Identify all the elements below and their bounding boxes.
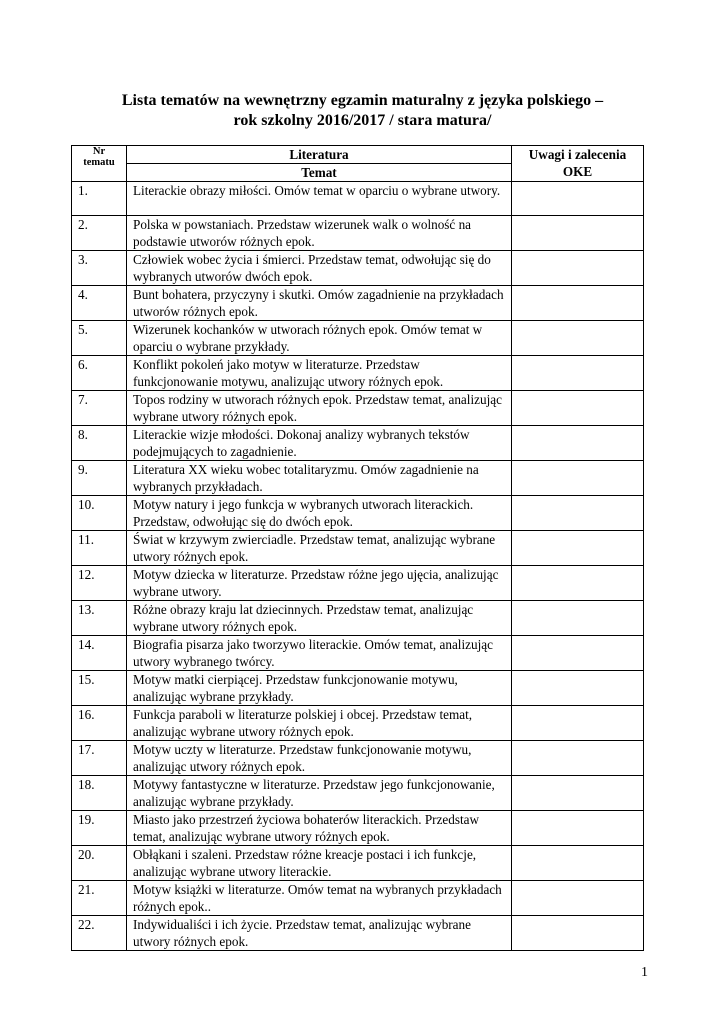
notes-cell [512,706,644,741]
notes-cell [512,566,644,601]
topic-number: 7. [72,391,127,426]
notes-cell [512,251,644,286]
notes-cell [512,601,644,636]
topic-text: Motyw natury i jego funkcja w wybranych utworach literackich. Przedstaw, odwołując się do dwóch epok. [127,496,512,531]
topic-text: Funkcja paraboli w literaturze polskiej i obcej. Przedstaw temat, analizując wybrane utwory różnych epok. [127,706,512,741]
table-row [72,216,644,251]
topic-text: Motyw książki w literaturze. Omów temat na wybranych przykładach różnych epok.. [127,881,512,916]
document-title-line-1: Lista tematów na wewnętrzny egzamin maturalny z języka polskiego – [121,92,604,109]
table-row [72,426,644,461]
topic-number: 9. [72,461,127,496]
topic-text: Motywy fantastyczne w literaturze. Przedstaw jego funkcjonowanie, analizując wybrane przykłady. [127,776,512,811]
topic-number: 21. [72,881,127,916]
topic-text: Różne obrazy kraju lat dziecinnych. Przedstaw temat, analizując wybrane utwory różnych epok. [127,601,512,636]
table-row [72,916,644,951]
topic-number: 8. [72,426,127,461]
topic-number: 19. [72,811,127,846]
notes-cell [512,531,644,566]
topic-text: Konflikt pokoleń jako motyw w literaturze. Przedstaw funkcjonowanie motywu, analizując utwory różnych epok. [127,356,512,391]
topic-text: Literackie wizje młodości. Dokonaj analizy wybranych tekstów podejmujących to zagadnienie. [127,426,512,461]
topic-text: Miasto jako przestrzeń życiowa bohaterów literackich. Przedstaw temat, analizując wybrane utwory różnych epok. [127,811,512,846]
notes-cell [512,286,644,321]
notes-cell [512,426,644,461]
topic-number: 4. [72,286,127,321]
notes-cell [512,811,644,846]
table-row [72,286,644,321]
topic-text: Wizerunek kochanków w utworach różnych epok. Omów temat w oparciu o wybrane przykłady. [127,321,512,356]
topic-number: 15. [72,671,127,706]
topic-number: 16. [72,706,127,741]
notes-cell [512,182,644,216]
topic-text: Polska w powstaniach. Przedstaw wizerunek walk o wolność na podstawie utworów różnych epok. [127,216,512,251]
document-title-line-2: rok szkolny 2016/2017 / stara matura/ [233,112,492,129]
topic-number: 12. [72,566,127,601]
topic-number: 3. [72,251,127,286]
topic-text: Człowiek wobec życia i śmierci. Przedstaw temat, odwołując się do wybranych utworów dwóch epok. [127,251,512,286]
table-row [72,461,644,496]
notes-cell [512,356,644,391]
table-row [72,601,644,636]
topic-number: 20. [72,846,127,881]
table-header-row [72,146,644,164]
table-row [72,706,644,741]
topic-number: 13. [72,601,127,636]
topic-number: 14. [72,636,127,671]
page-number: 1 [641,965,648,980]
table-row [72,356,644,391]
notes-cell [512,391,644,426]
table-row [72,391,644,426]
notes-cell [512,671,644,706]
column-header-nr: Nr tematu [72,146,127,182]
table-row [72,741,644,776]
table-row [72,321,644,356]
table-body [72,182,644,951]
topic-number: 10. [72,496,127,531]
topic-number: 6. [72,356,127,391]
topic-number: 22. [72,916,127,951]
topic-text: Bunt bohatera, przyczyny i skutki. Omów zagadnienie na przykładach utworów różnych epok. [127,286,512,321]
table-row [72,566,644,601]
table-row [72,182,644,216]
topic-number: 17. [72,741,127,776]
topic-text: Motyw matki cierpiącej. Przedstaw funkcjonowanie motywu, analizując wybrane przykłady. [127,671,512,706]
table-row [72,636,644,671]
notes-cell [512,741,644,776]
topic-text: Literackie obrazy miłości. Omów temat w oparciu o wybrane utwory. [127,182,512,216]
column-header-notes: Uwagi i zalecenia OKE [512,146,644,182]
topic-number: 11. [72,531,127,566]
notes-cell [512,216,644,251]
notes-cell [512,916,644,951]
topic-number: 5. [72,321,127,356]
topic-text: Literatura XX wieku wobec totalitaryzmu. Omów zagadnienie na wybranych przykładach. [127,461,512,496]
table-row [72,811,644,846]
topic-text: Motyw dziecka w literaturze. Przedstaw różne jego ujęcia, analizując wybrane utwory. [127,566,512,601]
table-row [72,846,644,881]
topic-text: Topos rodziny w utworach różnych epok. Przedstaw temat, analizując wybrane utwory różnych epok. [127,391,512,426]
notes-cell [512,636,644,671]
table-row [72,531,644,566]
topic-text: Świat w krzywym zwierciadle. Przedstaw temat, analizując wybrane utwory różnych epok. [127,531,512,566]
notes-cell [512,321,644,356]
table-row [72,671,644,706]
topic-number: 2. [72,216,127,251]
notes-cell [512,846,644,881]
notes-cell [512,776,644,811]
topic-number: 1. [72,182,127,216]
column-header-topic: Temat [127,164,512,182]
topic-text: Obłąkani i szaleni. Przedstaw różne kreacje postaci i ich funkcje, analizując wybrane utwory literackie. [127,846,512,881]
topic-text: Indywidualiści i ich życie. Przedstaw temat, analizując wybrane utwory różnych epok. [127,916,512,951]
topic-number: 18. [72,776,127,811]
topic-text: Motyw uczty w literaturze. Przedstaw funkcjonowanie motywu, analizując utwory różnych epok. [127,741,512,776]
topic-text: Biografia pisarza jako tworzywo literackie. Omów temat, analizując utwory wybranego twórcy. [127,636,512,671]
notes-cell [512,461,644,496]
table-row [72,881,644,916]
table-row [72,496,644,531]
notes-cell [512,881,644,916]
table-row [72,776,644,811]
topics-table [71,145,644,951]
table-row [72,251,644,286]
notes-cell [512,496,644,531]
column-group-header-literatura: Literatura [127,146,512,164]
